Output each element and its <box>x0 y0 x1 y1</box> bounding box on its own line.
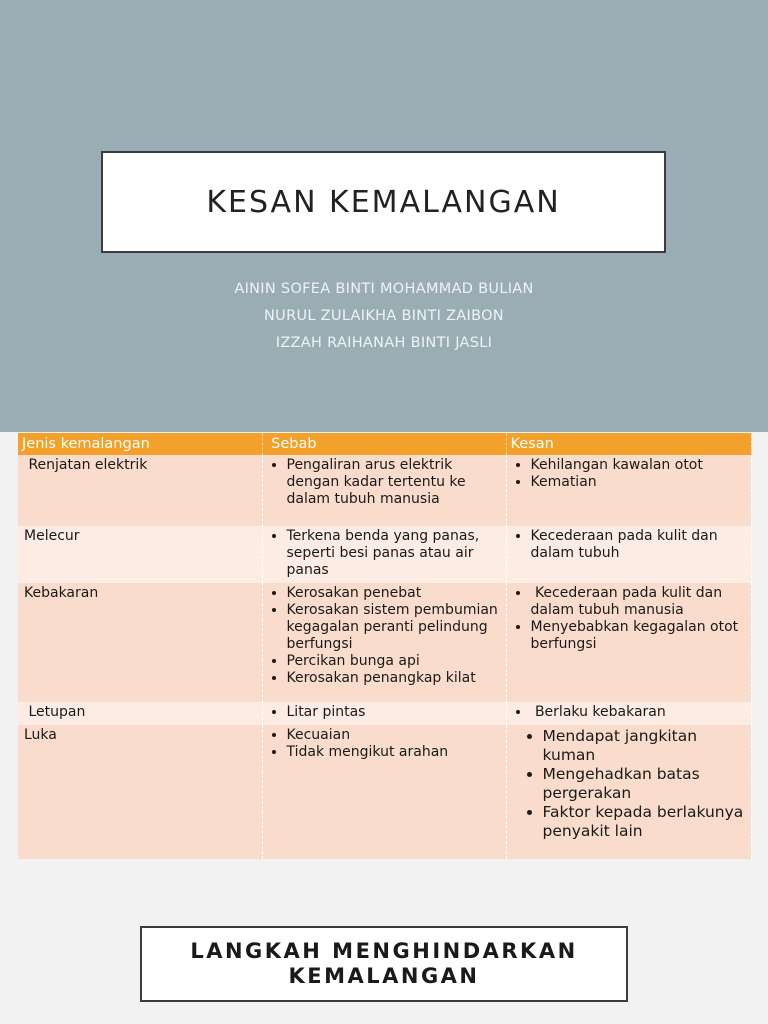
cell-kesan <box>506 583 751 702</box>
section-title-box <box>140 926 628 1002</box>
author-name: AININ SOFEA BINTI MOHAMMAD BULIAN <box>234 281 534 297</box>
list-item: • Kecuaian <box>287 727 500 744</box>
header-kesan: Kesan <box>506 433 751 455</box>
cell-kesan <box>506 455 751 526</box>
cell-kesan <box>506 702 751 725</box>
cell-sebab <box>262 526 506 583</box>
cell-jenis: Letupan <box>18 702 262 725</box>
cell-jenis: Renjatan elektrik <box>18 455 262 526</box>
cell-sebab <box>262 725 506 859</box>
list-item: • Kecederaan pada kulit dan dalam tubuh manusia <box>531 585 745 619</box>
header-jenis: Jenis kemalangan <box>18 433 262 455</box>
list-item: • Kerosakan sistem pembumian kegagalan peranti pelindung berfungsi <box>287 602 500 653</box>
author-list <box>0 276 768 357</box>
list-item: • Berlaku kebakaran <box>531 704 745 721</box>
slide-title: KESAN KEMALANGAN <box>206 184 561 220</box>
table-row <box>18 725 751 859</box>
list-item: • Mendapat jangkitan kuman <box>543 727 745 765</box>
cell-sebab <box>262 702 506 725</box>
list-item: • Faktor kepada berlakunya penyakit lain <box>543 803 745 841</box>
cell-kesan <box>506 526 751 583</box>
header-sebab: Sebab <box>262 433 506 455</box>
list-item: • Terkena benda yang panas, seperti besi panas atau air panas <box>287 528 500 579</box>
list-item: • Kecederaan pada kulit dan dalam tubuh <box>531 528 745 562</box>
title-box <box>101 151 666 253</box>
cell-sebab <box>262 583 506 702</box>
section-title: LANGKAH MENGHINDARKAN KEMALANGAN <box>190 939 578 988</box>
cell-kesan <box>506 725 751 859</box>
list-item: • Kerosakan penangkap kilat <box>287 670 500 687</box>
author-name: IZZAH RAIHANAH BINTI JASLI <box>275 335 493 351</box>
list-item: • Percikan bunga api <box>287 653 500 670</box>
list-item: • Menyebabkan kegagalan otot berfungsi <box>531 619 745 653</box>
cell-sebab <box>262 455 506 526</box>
list-item: • Pengaliran arus elektrik dengan kadar tertentu ke dalam tubuh manusia <box>287 457 500 508</box>
list-item: • Litar pintas <box>287 704 500 721</box>
table-row <box>18 583 751 702</box>
cell-jenis: Luka <box>18 725 262 859</box>
list-item: • Kematian <box>531 474 745 491</box>
table-row <box>18 702 751 725</box>
table-row <box>18 526 751 583</box>
cell-jenis: Melecur <box>18 526 262 583</box>
effects-table <box>18 433 752 859</box>
list-item: • Tidak mengikut arahan <box>287 744 500 761</box>
list-item: • Kerosakan penebat <box>287 585 500 602</box>
list-item: • Kehilangan kawalan otot <box>531 457 745 474</box>
table-header-row <box>18 433 751 455</box>
title-slide <box>0 0 768 432</box>
table-row <box>18 455 751 526</box>
cell-jenis: Kebakaran <box>18 583 262 702</box>
list-item: • Mengehadkan batas pergerakan <box>543 765 745 803</box>
author-name: NURUL ZULAIKHA BINTI ZAIBON <box>264 308 504 324</box>
